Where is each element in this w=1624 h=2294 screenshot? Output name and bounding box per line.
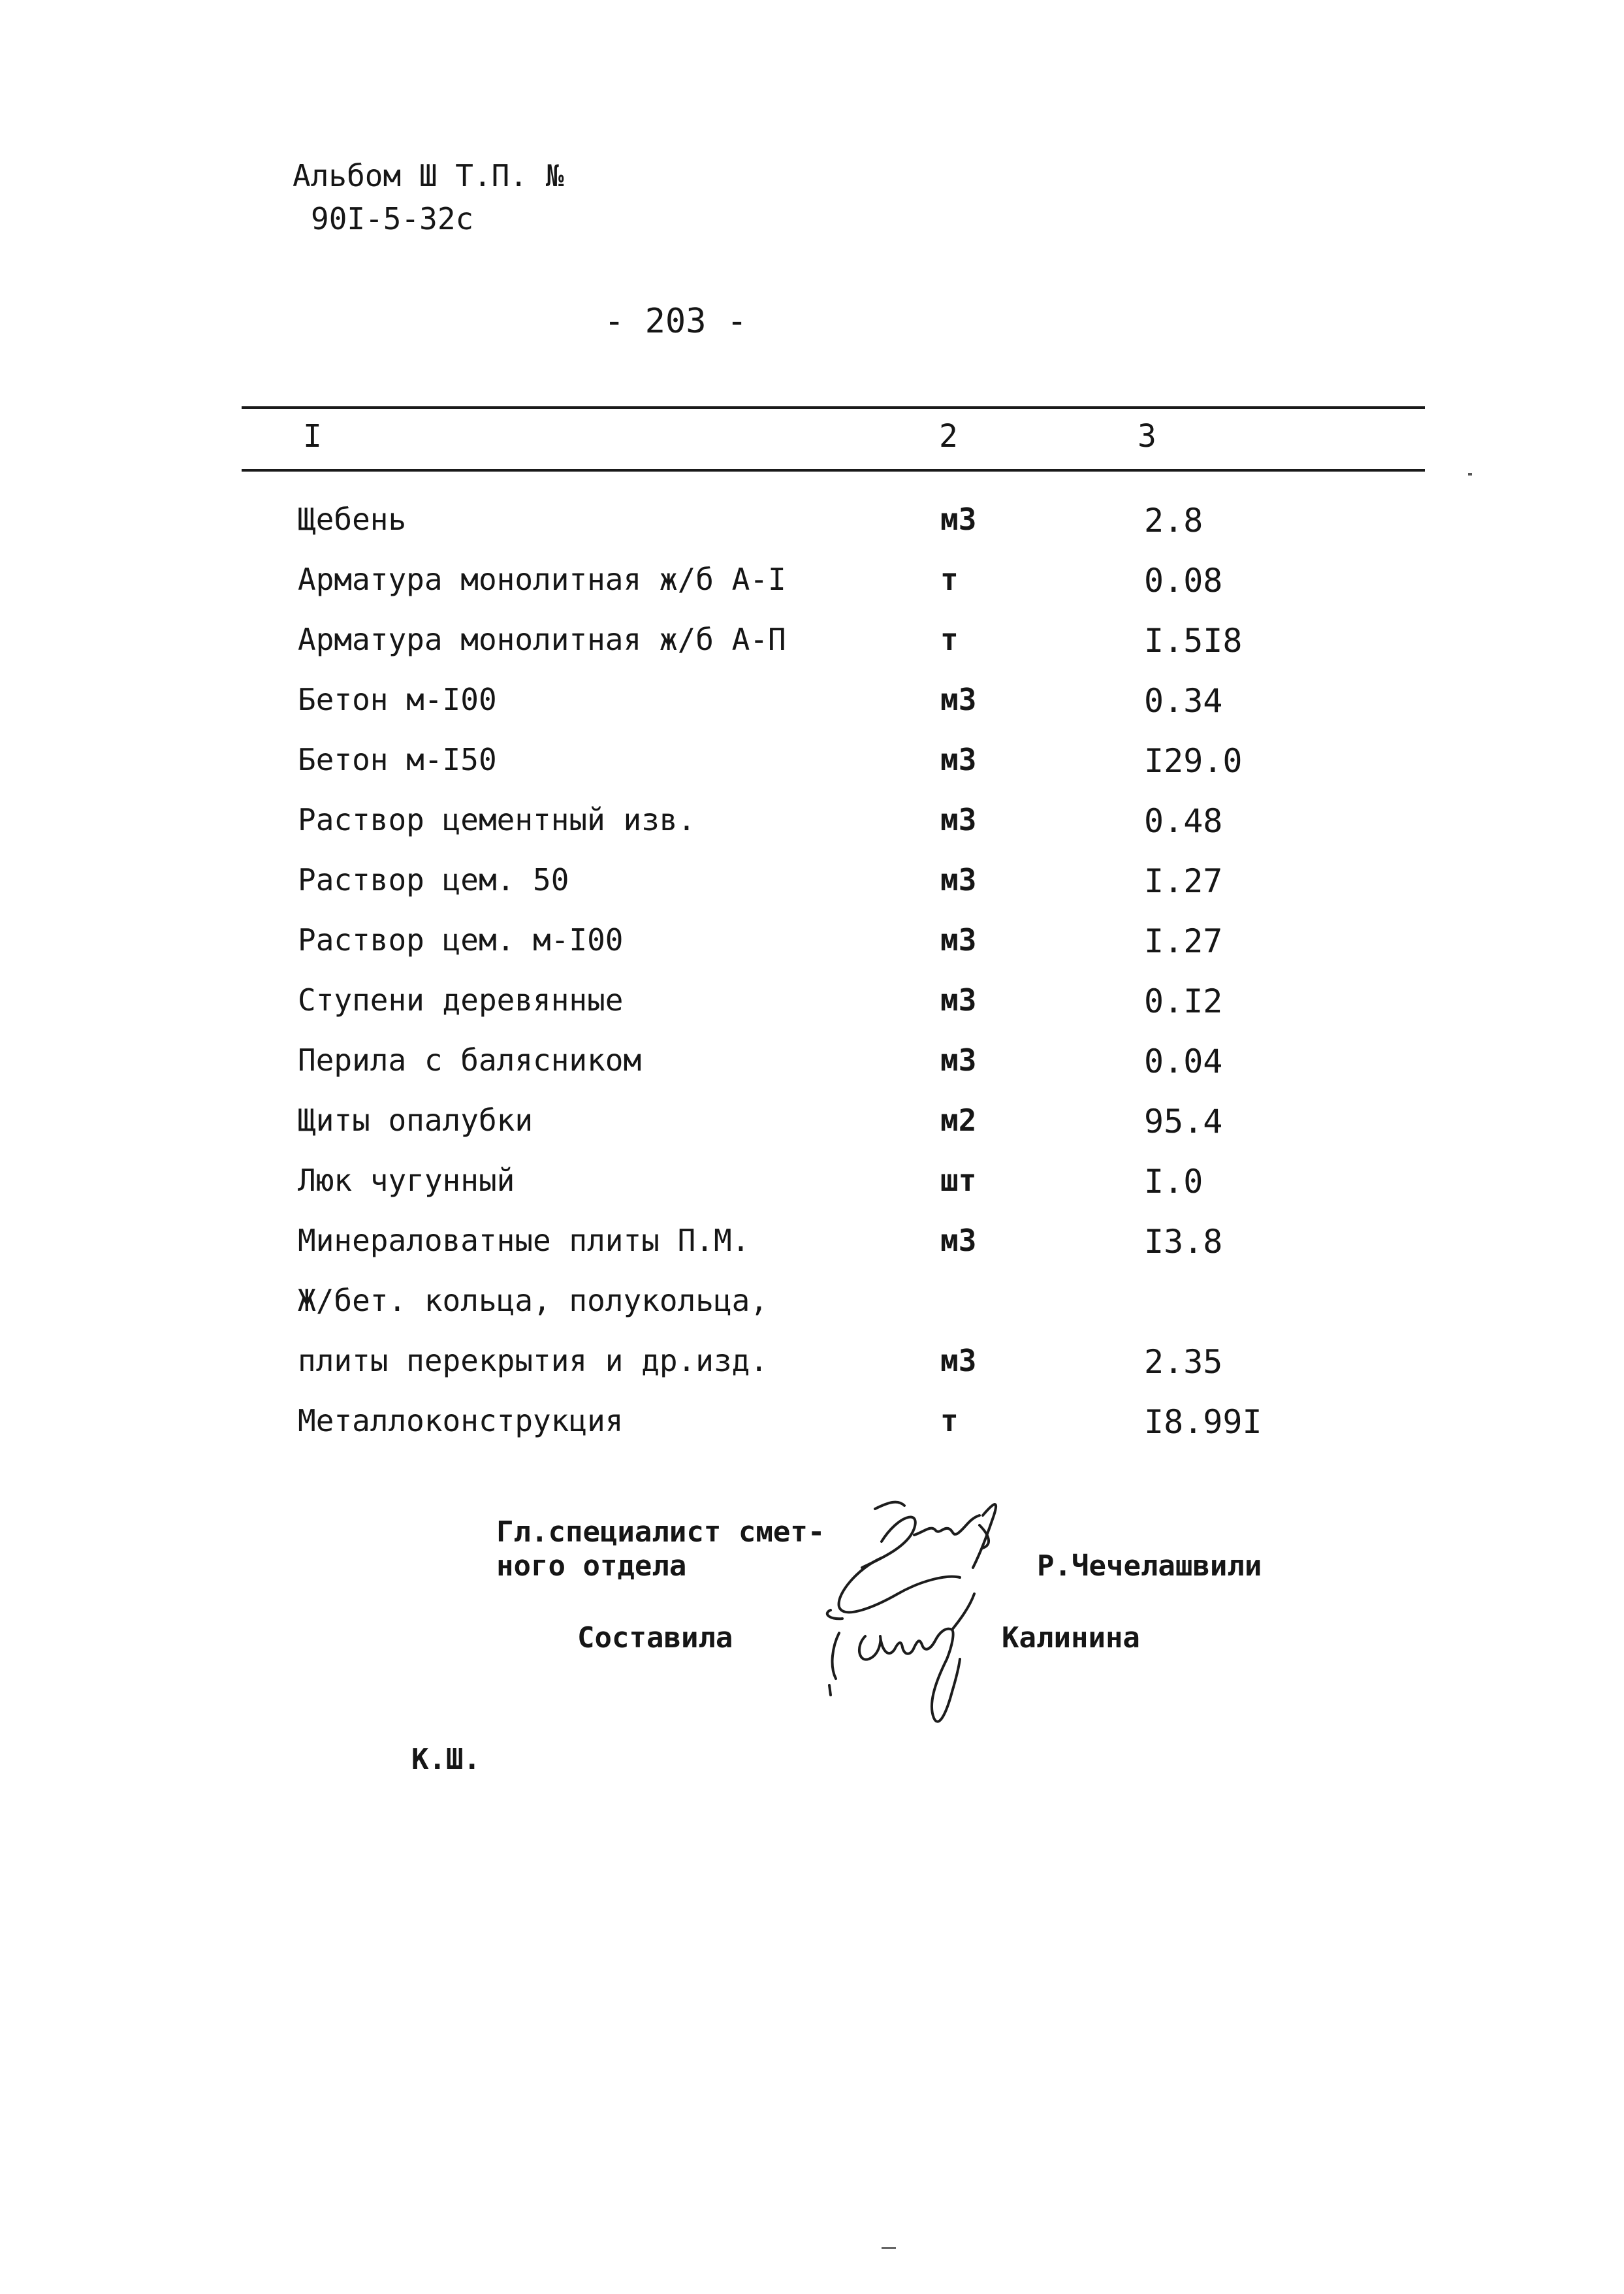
materials-table: [0, 496, 1624, 1458]
material-name: Бетон м-I00: [298, 682, 497, 717]
material-qty: 0.34: [1144, 682, 1223, 720]
material-name: Минераловатные плиты П.М.: [298, 1223, 750, 1258]
material-unit: м3: [940, 1042, 977, 1078]
material-name: Люк чугунный: [298, 1163, 515, 1198]
material-qty: 95.4: [1144, 1103, 1223, 1140]
material-qty: I29.0: [1144, 742, 1243, 780]
column-header-3: 3: [1138, 418, 1156, 455]
chief-title-line1: Гл.специалист смет-: [496, 1515, 825, 1549]
table-row: [0, 617, 1624, 677]
chief-title: [496, 1515, 825, 1583]
chief-name: Р.Чечелашвили: [1037, 1549, 1262, 1583]
table-row: [0, 797, 1624, 857]
table-row: [0, 1097, 1624, 1157]
material-name: Ступени деревянные: [298, 982, 624, 1018]
material-qty: I8.99I: [1144, 1403, 1262, 1441]
footer-mark: К.Ш.: [411, 1743, 481, 1776]
table-top-rule: [242, 406, 1425, 409]
material-qty: I.0: [1144, 1163, 1203, 1201]
table-row: [0, 1157, 1624, 1218]
material-name: Ж/бет. кольца, полукольца,: [298, 1283, 769, 1318]
table-row: [0, 1278, 1624, 1338]
material-unit: м2: [940, 1103, 977, 1138]
table-row: [0, 1398, 1624, 1458]
material-name: Щиты опалубки: [298, 1103, 533, 1138]
material-name: Раствор цем. 50: [298, 862, 569, 897]
material-qty: 2.8: [1144, 502, 1203, 540]
scan-speck: [1468, 473, 1472, 476]
document-header: [293, 154, 564, 240]
table-row: [0, 917, 1624, 977]
column-header-2: 2: [939, 418, 958, 455]
material-unit: т: [940, 1403, 959, 1438]
column-header-1: I: [303, 418, 322, 455]
material-unit: т: [940, 622, 959, 657]
handwritten-signature: [784, 1496, 1032, 1737]
material-qty: 0.08: [1144, 562, 1223, 600]
material-name: Раствор цементный изв.: [298, 802, 696, 837]
material-unit: т: [940, 562, 959, 597]
material-name: Арматура монолитная ж/б А-I: [298, 562, 786, 597]
table-row: [0, 1338, 1624, 1398]
table-row: [0, 496, 1624, 557]
material-unit: м3: [940, 982, 977, 1018]
album-line: Альбом Ш Т.П. №: [293, 158, 564, 193]
table-row: [0, 677, 1624, 737]
material-name: Раствор цем. м-I00: [298, 922, 624, 958]
material-name: Щебень: [298, 502, 407, 537]
table-row: [0, 977, 1624, 1037]
material-qty: 2.35: [1144, 1343, 1223, 1381]
table-header-rule: [242, 469, 1425, 472]
compiler-name: Калинина: [1002, 1621, 1140, 1655]
material-unit: шт: [940, 1163, 977, 1198]
material-name: Металлоконструкция: [298, 1403, 624, 1438]
material-qty: I3.8: [1144, 1223, 1223, 1261]
material-name: Перила с балясником: [298, 1042, 642, 1078]
compiler-label: Составила: [577, 1621, 733, 1655]
chief-title-line2: ного отдела: [496, 1549, 687, 1583]
table-row: [0, 1037, 1624, 1097]
table-row: [0, 857, 1624, 917]
material-name: Бетон м-I50: [298, 742, 497, 777]
material-name: Арматура монолитная ж/б А-П: [298, 622, 786, 657]
material-qty: 0.I2: [1144, 982, 1223, 1020]
material-unit: м3: [940, 862, 977, 897]
material-qty: 0.48: [1144, 802, 1223, 840]
table-row: [0, 557, 1624, 617]
page-number: - 203 -: [604, 302, 748, 341]
material-unit: м3: [940, 802, 977, 837]
material-unit: м3: [940, 1343, 977, 1378]
material-unit: м3: [940, 1223, 977, 1258]
material-unit: м3: [940, 742, 977, 777]
material-unit: м3: [940, 502, 977, 537]
project-code: 90I-5-32с: [311, 201, 474, 236]
material-unit: м3: [940, 922, 977, 958]
material-unit: м3: [940, 682, 977, 717]
material-qty: I.27: [1144, 922, 1223, 960]
material-qty: I.27: [1144, 862, 1223, 900]
material-name: плиты перекрытия и др.изд.: [298, 1343, 769, 1378]
table-row: [0, 1218, 1624, 1278]
scan-speck: [882, 2247, 896, 2249]
table-row: [0, 737, 1624, 797]
material-qty: I.5I8: [1144, 622, 1243, 660]
material-qty: 0.04: [1144, 1042, 1223, 1080]
